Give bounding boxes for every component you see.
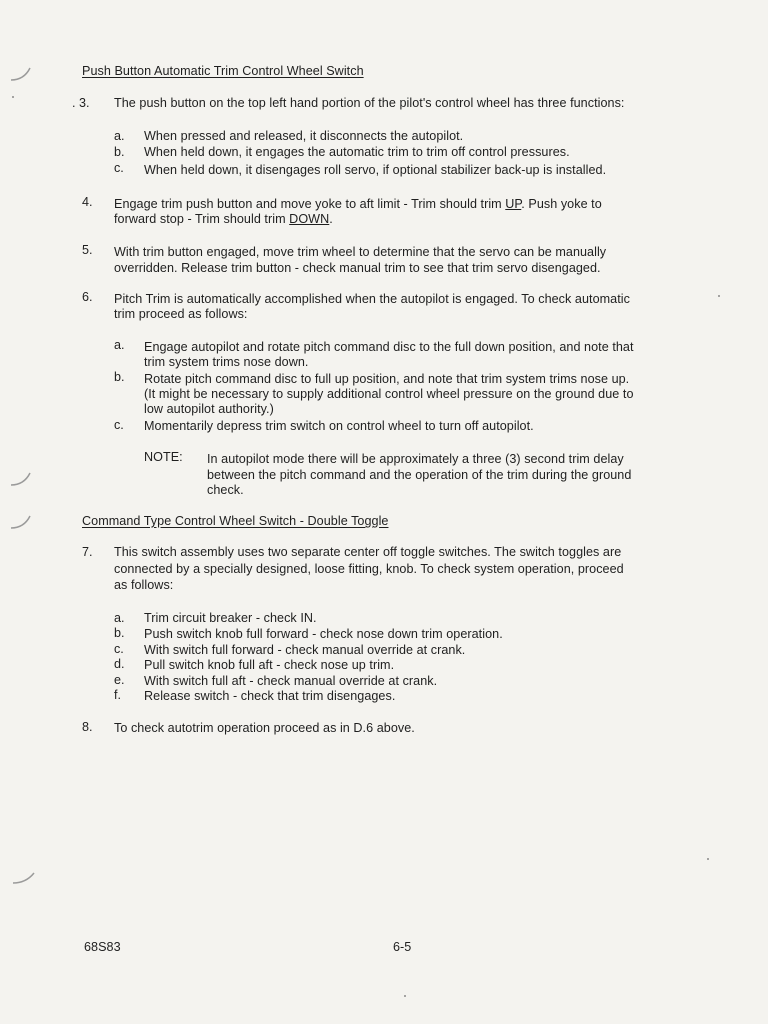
sub-letter: a. (114, 129, 125, 143)
sub-item-text: With switch full forward - check manual override at crank. (144, 643, 466, 657)
item-text-line: trim proceed as follows: (114, 307, 248, 321)
item-number: 8. (82, 720, 93, 734)
scan-hole-mark-4 (10, 865, 36, 889)
scan-hole-mark-2 (8, 465, 34, 489)
sub-letter: a. (114, 338, 125, 352)
item-text-line: With trim button engaged, move trim wheel to determine that the servo can be manually (114, 245, 607, 259)
item-text-line: overridden. Release trim button - check manual trim to see that trim servo disengaged. (114, 261, 601, 275)
note-text: between the pitch command and the operation of the trim during the ground (207, 468, 632, 482)
sub-item-text: Release switch - check that trim disengages. (144, 689, 396, 703)
item-text-part: forward stop - Trim should trim (114, 212, 290, 226)
item-text-part: Engage trim push button and move yoke to aft limit - Trim should trim (114, 197, 506, 211)
note-label: NOTE: (144, 450, 183, 464)
scan-speck (12, 96, 14, 98)
sub-letter: b. (114, 626, 125, 640)
document-code: 68S83 (84, 940, 121, 954)
scan-speck (404, 995, 406, 997)
item-number: 6. (82, 290, 93, 304)
note-text: check. (207, 483, 244, 497)
item-text: The push button on the top left hand portion of the pilot's control wheel has three functions: (114, 96, 625, 110)
item-text-part: . Push yoke to (521, 197, 602, 211)
sub-item-text: trim system trims nose down. (144, 355, 309, 369)
item-text-line (114, 197, 602, 212)
section-heading: Command Type Control Wheel Switch - Double Toggle (82, 514, 389, 528)
sub-letter: e. (114, 673, 125, 687)
sub-item-text: When held down, it disengages roll servo, if optional stabilizer back-up is installed. (144, 163, 607, 177)
item-text-line: This switch assembly uses two separate center off toggle switches. The switch toggles are (114, 545, 622, 559)
item-text: To check autotrim operation proceed as in D.6 above. (114, 721, 415, 735)
sub-item-text: (It might be necessary to supply additional control wheel pressure on the ground due to (144, 387, 634, 401)
scan-speck (707, 858, 709, 860)
sub-item-text: Pull switch knob full aft - check nose up trim. (144, 658, 395, 672)
sub-letter: a. (114, 611, 125, 625)
item-number: 5. (82, 243, 93, 257)
item-number: 4. (82, 195, 93, 209)
item-number-text: 3. (79, 96, 90, 110)
sub-item-text: With switch full aft - check manual override at crank. (144, 674, 438, 688)
scan-speck (718, 295, 720, 297)
sub-letter: d. (114, 657, 125, 671)
sub-item-text: Trim circuit breaker - check IN. (144, 611, 317, 625)
sub-letter: b. (114, 370, 125, 384)
item-text-line: as follows: (114, 578, 174, 592)
scan-hole-mark-1 (8, 60, 34, 84)
sub-item-text: Momentarily depress trim switch on control wheel to turn off autopilot. (144, 419, 534, 433)
item-text-line: connected by a specially designed, loose fitting, knob. To check system operation, proceed (114, 562, 624, 576)
emphasis-down: DOWN (289, 212, 330, 226)
item-number: 7. (82, 545, 93, 559)
sub-letter: c. (114, 642, 124, 656)
section-heading: Push Button Automatic Trim Control Wheel Switch (82, 64, 364, 78)
item-text-line: Pitch Trim is automatically accomplished when the autopilot is engaged. To check automatic (114, 292, 630, 306)
sub-letter: c. (114, 418, 124, 432)
sub-item-text: When held down, it engages the automatic trim to trim off control pressures. (144, 145, 570, 159)
sub-item-text: Engage autopilot and rotate pitch command disc to the full down position, and note that (144, 340, 634, 354)
item-text-part: . (329, 212, 333, 226)
sub-letter: f. (114, 688, 121, 702)
scan-hole-mark-3 (8, 510, 34, 534)
page-number: 6-5 (393, 940, 412, 954)
sub-item-text: Push switch knob full forward - check nose down trim operation. (144, 627, 503, 641)
item-number: . 3. (72, 96, 90, 110)
sub-letter: b. (114, 145, 125, 159)
sub-item-text: Rotate pitch command disc to full up position, and note that trim system trims nose up. (144, 372, 630, 386)
sub-item-text: low autopilot authority.) (144, 402, 274, 416)
emphasis-up: UP (505, 197, 522, 211)
sub-item-text: When pressed and released, it disconnects the autopilot. (144, 129, 464, 143)
item-text-line (114, 212, 333, 227)
note-text: In autopilot mode there will be approximately a three (3) second trim delay (207, 452, 624, 466)
sub-letter: c. (114, 161, 124, 175)
